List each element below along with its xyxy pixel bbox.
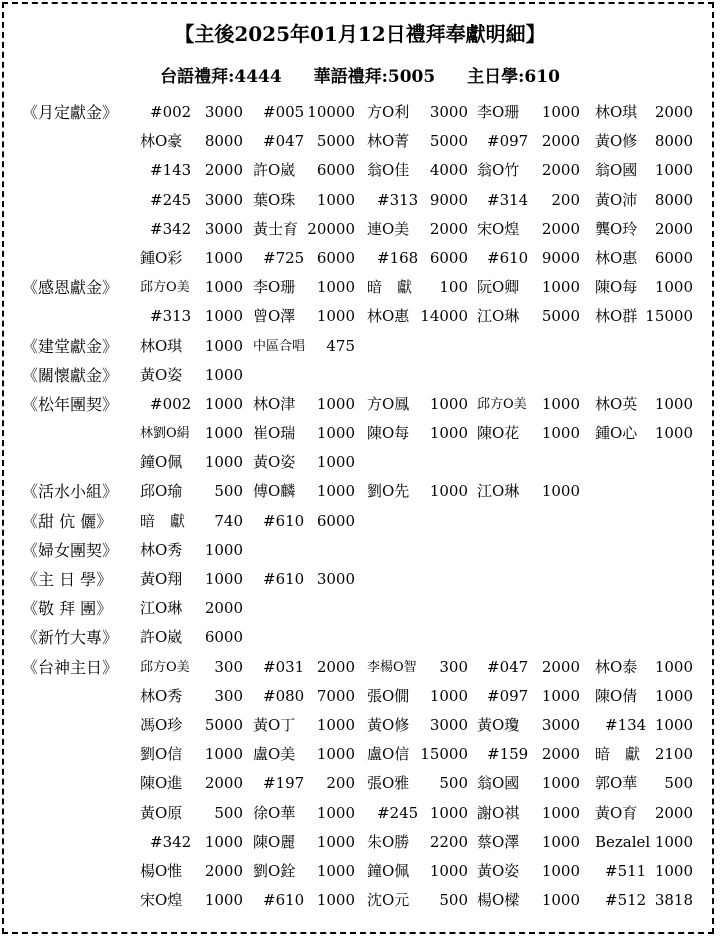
donor-name: #047 [263,132,305,151]
donor-name: 李O珊 [477,103,520,121]
donation-amount: 6000 [204,628,243,647]
donor-name: 宋O煌 [140,891,183,910]
donation-amount: 1000 [204,307,243,326]
donor-name: 邱方O美 [140,659,190,675]
donor-name: 黃O修 [367,715,410,734]
donor-name: 林O群 [595,307,638,326]
offering-row [0,244,720,273]
donor-name: 暗 獻 [367,278,413,297]
donation-amount: 2000 [654,219,693,238]
donor-name: 江O琳 [477,307,520,326]
donation-amount: 1000 [654,861,693,880]
donation-amount: 2000 [541,219,580,238]
donor-name: 郭O華 [595,774,638,793]
donor-name: 鍾O彩 [140,248,183,267]
donation-amount: 1000 [316,745,355,764]
donor-name: Bezalel [595,832,651,851]
donation-amount: 3818 [654,891,693,910]
donor-name: #159 [487,745,529,764]
donor-name: 方O鳳 [367,394,410,413]
donation-amount: 2000 [204,599,243,618]
donation-amount: 500 [214,482,243,501]
donor-name: 黃O育 [595,803,638,822]
donation-amount: 1000 [541,861,580,880]
donation-amount: 1000 [541,803,580,822]
donation-amount: 1000 [654,278,693,297]
donation-amount: 500 [214,803,243,822]
donor-name: 黃O沛 [595,190,638,209]
offering-row [0,127,720,156]
donation-amount: 1000 [654,161,693,180]
donor-name: #342 [150,832,192,851]
stat-taiwanese-service: 台語禮拜:4444 [160,67,282,87]
donation-amount: 8000 [204,132,243,151]
donor-name: 徐O華 [253,803,296,822]
donation-amount: 1000 [316,424,355,443]
donation-amount: 1000 [429,861,468,880]
donor-name: 翁O國 [477,774,520,793]
category-label: 《新竹大專》 [22,628,119,648]
donation-amount: 1000 [204,832,243,851]
donor-name: 盧O美 [253,745,296,764]
donor-name: 楊O樑 [477,891,520,910]
donation-amount: 1000 [541,774,580,793]
donor-name: 鐘O佩 [140,453,183,472]
donation-amount: 3000 [541,715,580,734]
donation-amount: 2000 [204,161,243,180]
offering-row [0,186,720,215]
donation-amount: 1000 [316,278,355,297]
donation-amount: 1000 [429,803,468,822]
donation-amount: 1000 [429,482,468,501]
donor-name: 黃O丁 [253,715,296,734]
donor-name: #047 [487,657,529,676]
offering-row [0,653,720,682]
donation-amount: 2000 [654,803,693,822]
donation-amount: 3000 [204,219,243,238]
offering-row [0,507,720,536]
offering-table [0,98,720,915]
donor-name: 林O泰 [595,657,638,676]
offering-row [0,740,720,769]
donation-amount: 2000 [541,745,580,764]
category-label: 《感恩獻金》 [22,278,119,298]
donation-amount: 475 [326,336,355,355]
donor-name: 阮O卿 [477,278,520,297]
donor-name: 崔O瑞 [253,424,296,443]
donation-amount: 500 [439,774,468,793]
offering-row [0,98,720,127]
offering-row [0,769,720,798]
page-title: 【主後2025年01月12日禮拜奉獻明細】 [174,22,546,46]
donation-amount: 6000 [654,248,693,267]
donor-name: #134 [605,715,647,734]
donation-amount: 5000 [204,715,243,734]
donation-amount: 1000 [654,424,693,443]
donation-amount: 1000 [204,365,243,384]
donation-amount: 5000 [316,132,355,151]
donor-name: 鐘O佩 [367,861,410,880]
offering-row [0,419,720,448]
offering-row [0,857,720,886]
offering-row [0,477,720,506]
donation-amount: 8000 [654,190,693,209]
donor-name: 李楊O智 [367,659,417,675]
donation-amount: 1000 [541,278,580,297]
donor-name: 林O豪 [140,132,183,151]
donor-name: 林O津 [253,394,296,413]
donation-amount: 2100 [654,745,693,764]
offering-row [0,361,720,390]
donor-name: 陳O倩 [595,686,638,705]
donation-amount: 2000 [204,774,243,793]
donor-name: 連O美 [367,219,410,238]
donation-amount: 2200 [429,832,468,851]
category-label: 《敬 拜 團》 [22,599,113,619]
category-label: 《婦女團契》 [22,540,119,560]
donor-name: 張O雅 [367,774,410,793]
category-label: 《關懷獻金》 [22,365,119,385]
donor-name: #002 [150,103,192,121]
donor-name: 江O琳 [140,599,183,618]
donor-name: #031 [263,657,305,676]
donation-amount: 300 [439,657,468,676]
donation-amount: 3000 [316,570,355,588]
donation-amount: 1000 [429,686,468,705]
donor-name: 沈O元 [367,891,410,910]
offering-row [0,711,720,740]
donor-name: 邱O瑜 [140,482,183,501]
donation-amount: 2000 [429,219,468,238]
offering-row [0,623,720,652]
donation-amount: 1000 [316,307,355,326]
donation-amount: 1000 [541,891,580,910]
donor-name: 林O菁 [367,132,410,151]
donor-name: 許O崴 [253,161,296,180]
donor-name: 許O崴 [140,628,183,647]
donation-amount: 3000 [429,103,468,121]
donor-name: 江O琳 [477,482,520,501]
donor-name: 黃O姿 [253,453,296,472]
donation-amount: 1000 [316,891,355,910]
donor-name: 龔O玲 [595,219,638,238]
donation-amount: 500 [664,774,693,793]
donation-amount: 1000 [541,424,580,443]
offering-row [0,799,720,828]
donor-name: #005 [263,103,305,121]
donation-amount: 2000 [654,103,693,121]
donor-name: 邱方O美 [477,396,527,412]
offering-row [0,886,720,915]
donation-amount: 14000 [420,307,468,326]
offering-row [0,302,720,331]
donor-name: 中區合唱 [253,338,306,354]
donor-name: 鍾O心 [595,424,638,443]
donation-amount: 8000 [654,132,693,151]
donor-name: #610 [263,891,305,910]
donor-name: 林O琪 [595,103,638,121]
donation-amount: 3000 [204,103,243,121]
donation-amount: 2000 [316,657,355,676]
donor-name: 劉O銓 [253,861,296,880]
donor-name: #313 [150,307,192,326]
donor-name: #168 [377,248,419,267]
donation-amount: 1000 [204,248,243,267]
donation-amount: 2000 [204,861,243,880]
donor-name: 黃O姿 [477,861,520,880]
donation-amount: 1000 [204,891,243,910]
stat-sunday-school: 主日學:610 [467,67,560,87]
donor-name: 林O惠 [367,307,410,326]
donation-amount: 2000 [541,132,580,151]
donation-amount: 1000 [204,570,243,588]
donor-name: #610 [487,248,529,267]
category-label: 《月定獻金》 [22,103,119,122]
donation-amount: 5000 [429,132,468,151]
donor-name: 劉O先 [367,482,410,501]
donor-name: 林O秀 [140,540,183,559]
donor-name: 黃O翔 [140,570,183,588]
donation-amount: 1000 [204,278,243,297]
donation-amount: 1000 [316,482,355,501]
donor-name: #097 [487,686,529,705]
donation-amount: 15000 [645,307,693,326]
donation-amount: 1000 [654,657,693,676]
donation-amount: 1000 [316,832,355,851]
donor-name: 黃士育 [253,219,299,238]
donor-name: #313 [377,190,419,209]
donor-name: #512 [605,891,647,910]
donation-amount: 3000 [204,190,243,209]
offering-row [0,390,720,419]
donor-name: 林O秀 [140,686,183,705]
offering-row [0,682,720,711]
donor-name: 暗 獻 [595,745,641,764]
category-label: 《主 日 學》 [22,570,113,589]
offering-row [0,536,720,565]
donation-amount: 1000 [541,394,580,413]
donation-amount: 1000 [316,803,355,822]
donor-name: 暗 獻 [140,511,186,530]
donation-amount: 1000 [654,715,693,734]
donor-name: 宋O煌 [477,219,520,238]
donation-amount: 4000 [429,161,468,180]
donor-name: #143 [150,161,192,180]
donation-amount: 3000 [429,715,468,734]
donation-amount: 1000 [204,336,243,355]
donation-amount: 1000 [654,394,693,413]
stat-mandarin-service: 華語禮拜:5005 [313,67,436,87]
donor-name: #245 [150,190,192,209]
donation-amount: 1000 [654,832,693,851]
offering-row [0,448,720,477]
donation-amount: 300 [214,686,243,705]
donor-name: #342 [150,219,192,238]
donor-name: 李O珊 [253,278,296,297]
donor-name: #197 [263,774,305,793]
donation-amount: 1000 [204,424,243,443]
donation-amount: 1000 [316,861,355,880]
donation-amount: 200 [551,190,580,209]
donor-name: 劉O信 [140,745,183,764]
donation-amount: 1000 [204,540,243,559]
offering-row [0,156,720,185]
category-label: 《台神主日》 [22,657,119,677]
donation-amount: 6000 [316,511,355,530]
donor-name: #610 [263,511,305,530]
donor-name: #610 [263,570,305,588]
offering-row [0,332,720,361]
donor-name: 盧O信 [367,745,410,764]
donation-amount: 1000 [316,715,355,734]
offering-row [0,828,720,857]
attendance-stats [0,62,720,87]
donation-amount: 15000 [420,745,468,764]
donor-name: 葉O珠 [253,190,296,209]
donor-name: 方O利 [367,103,410,121]
donor-name: 曾O澤 [253,307,296,326]
donor-name: #511 [605,861,647,880]
donor-name: #314 [487,190,529,209]
donor-name: 翁O國 [595,161,638,180]
donation-amount: 6000 [316,161,355,180]
donation-amount: 2000 [541,161,580,180]
donation-amount: 1000 [541,103,580,121]
donation-amount: 100 [439,278,468,297]
donor-name: #002 [150,394,192,413]
donation-amount: 1000 [204,453,243,472]
category-label: 《甜 伉 儷》 [22,511,113,531]
donor-name: #245 [377,803,419,822]
donor-name: 陳O麗 [253,832,296,851]
donation-amount: 1000 [429,424,468,443]
offering-row [0,594,720,623]
donor-name: 陳O花 [477,424,520,443]
donation-amount: 9000 [429,190,468,209]
donor-name: 陳O每 [367,424,410,443]
donation-amount: 1000 [204,394,243,413]
offering-row [0,273,720,302]
offering-row [0,215,720,244]
donor-name: 林O惠 [595,248,638,267]
donation-amount: 7000 [316,686,355,705]
donation-amount: 10000 [307,103,355,121]
donor-name: 黃O修 [595,132,638,151]
donor-name: 邱方O美 [140,280,190,296]
donation-amount: 1000 [316,453,355,472]
offering-row [0,565,720,594]
donor-name: 楊O惟 [140,861,183,880]
donation-amount: 2000 [541,657,580,676]
donor-name: 翁O佳 [367,161,410,180]
donor-name: 傅O麟 [253,482,296,501]
donor-name: 朱O勝 [367,832,410,851]
donor-name: 陳O每 [595,278,638,297]
donor-name: 蔡O澤 [477,832,520,851]
donor-name: 黃O姿 [140,365,183,384]
donation-amount: 1000 [541,832,580,851]
donation-amount: 1000 [316,394,355,413]
donation-amount: 1000 [429,394,468,413]
donation-amount: 1000 [541,482,580,501]
donation-amount: 1000 [541,686,580,705]
donor-name: 翁O竹 [477,161,520,180]
donor-name: #080 [263,686,305,705]
category-label: 《建堂獻金》 [22,336,119,356]
donor-name: 謝O祺 [477,803,520,822]
donor-name: 黃O瓊 [477,715,520,734]
donation-amount: 200 [326,774,355,793]
donation-amount: 1000 [316,190,355,209]
donation-amount: 1000 [204,745,243,764]
donor-name: #725 [263,248,305,267]
donation-amount: 20000 [307,219,355,238]
donor-name: #097 [487,132,529,151]
donation-amount: 500 [439,891,468,910]
donation-amount: 9000 [541,248,580,267]
donation-amount: 5000 [541,307,580,326]
category-label: 《松年團契》 [22,394,119,414]
donor-name: 陳O進 [140,774,183,793]
donor-name: 張O僩 [367,686,410,705]
donation-amount: 1000 [654,686,693,705]
donor-name: 林O英 [595,394,638,413]
donor-name: 馮O珍 [140,715,183,734]
donation-amount: 740 [214,511,243,530]
donation-amount: 6000 [316,248,355,267]
category-label: 《活水小組》 [22,482,119,502]
donor-name: 黃O原 [140,803,183,822]
donor-name: 林劉O絹 [140,426,190,442]
donation-amount: 300 [214,657,243,676]
donation-amount: 6000 [429,248,468,267]
donor-name: 林O琪 [140,336,183,355]
